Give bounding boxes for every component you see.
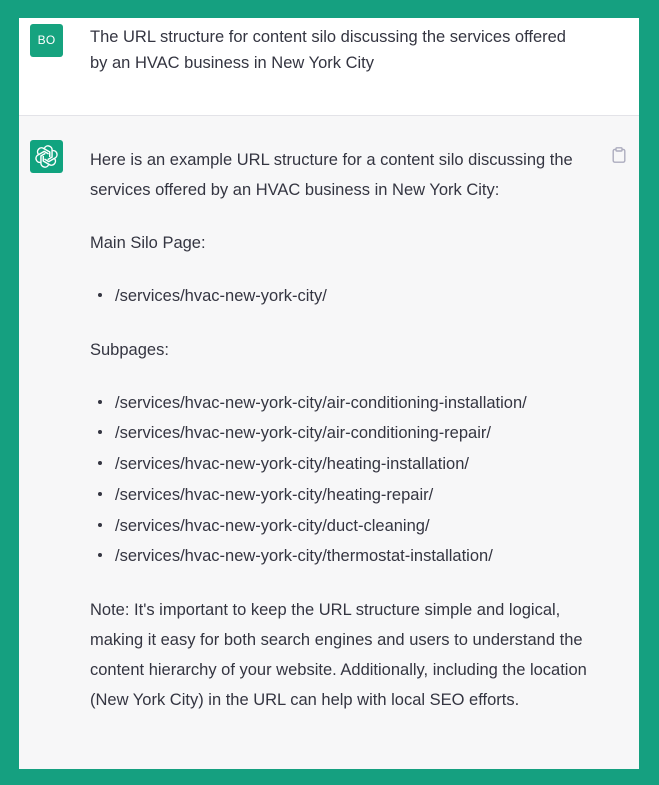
user-message [19,18,639,116]
assistant-message-body [90,145,600,715]
user-message-text: The URL structure for content silo discussing the services offered by an HVAC business in New York City [90,28,566,72]
openai-logo-icon [35,145,58,168]
main-silo-list [90,281,600,312]
list-item: /services/hvac-new-york-city/heating-repair/ [90,480,600,511]
assistant-message [19,116,639,769]
chat-frame [19,18,639,769]
subpages-list [90,388,600,572]
list-item: /services/hvac-new-york-city/ [90,281,600,312]
user-avatar: BO [30,24,63,57]
subpages-label: Subpages: [90,340,169,359]
assistant-intro: Here is an example URL structure for a content silo discussing the services offered by an HVAC business in New York City: [90,151,573,199]
clipboard-icon[interactable] [612,147,626,163]
main-silo-label: Main Silo Page: [90,234,206,252]
list-item: /services/hvac-new-york-city/thermostat-installation/ [90,541,600,572]
list-item: /services/hvac-new-york-city/air-conditioning-installation/ [90,388,600,419]
list-item: /services/hvac-new-york-city/air-conditioning-repair/ [90,418,600,449]
list-item: /services/hvac-new-york-city/heating-installation/ [90,449,600,480]
assistant-avatar [30,140,63,173]
list-item: /services/hvac-new-york-city/duct-cleaning/ [90,511,600,542]
assistant-note: Note: It's important to keep the URL structure simple and logical, making it easy for both search engines and users to understand the content hierarchy of your website. Additionally, including the location (New York City) in the URL can help with local SEO efforts. [90,600,587,709]
